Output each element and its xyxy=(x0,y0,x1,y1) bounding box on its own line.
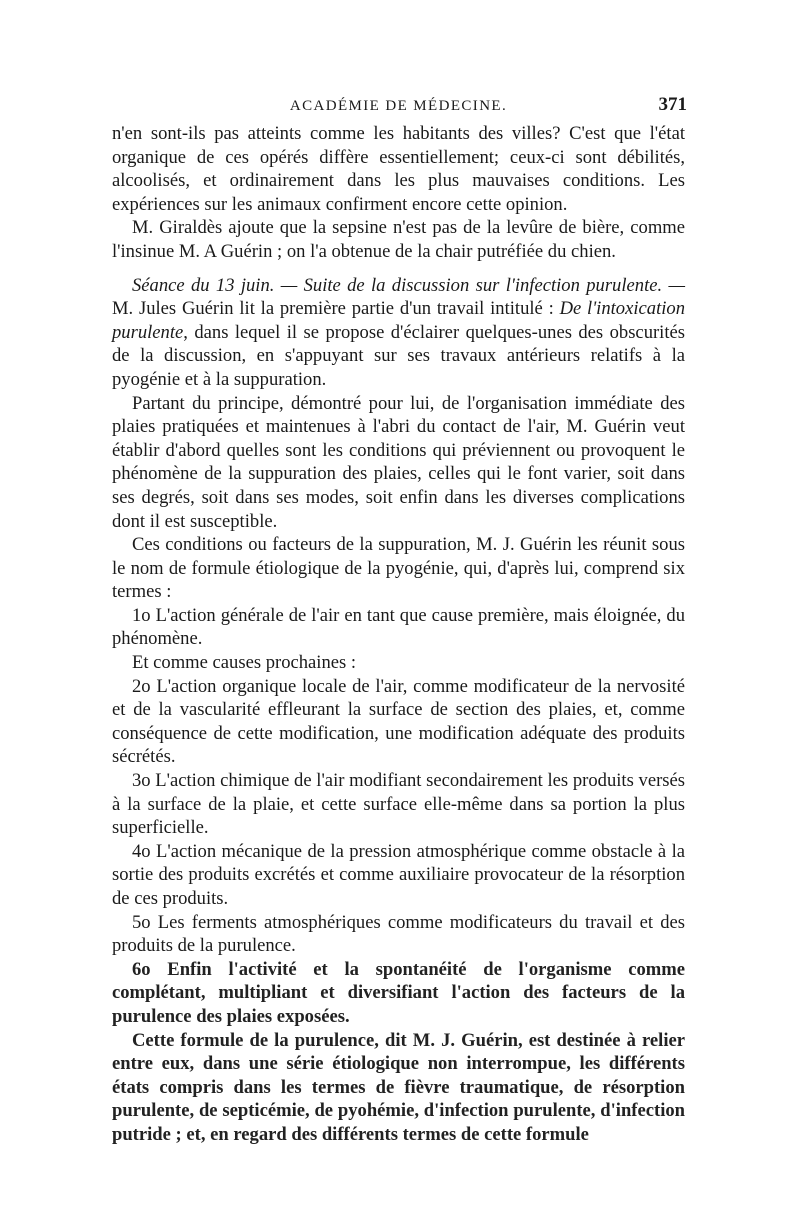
list-item-3: 3o L'action chimique de l'air modifiant secondairement les produits versés à la surface de la plaie, et cette surface elle-même dans sa portion la plus superficielle. xyxy=(112,770,685,839)
paragraph-seance-13-juin xyxy=(112,274,685,392)
page-number: 371 xyxy=(658,94,687,115)
seance-text-after: , dans lequel il se propose d'éclairer quelques-unes des obscurités de la discussion, en s'appuyant sur ses travaux antérieurs relatifs à la pyogénie et à la suppuration. xyxy=(112,321,685,390)
paragraph-continuation: n'en sont-ils pas atteints comme les habitants des villes? C'est que l'état organique de ces opérés diffère essentiellement; ceux-ci sont débilités, alcoolisés, et ordinairement dans les plus mauvaises conditions. Les expériences sur les animaux confirment encore cette opinion. xyxy=(112,123,685,215)
seance-heading: Séance du 13 juin. — Suite de la discussion sur l'infection purulente. — xyxy=(132,274,685,296)
list-item-5: 5o Les ferments atmosphériques comme modificateurs du travail et des produits de la purulence. xyxy=(112,911,685,957)
paragraph-principe: Partant du principe, démontré pour lui, de l'organisation immédiate des plaies pratiquées et maintenues à l'abri du contact de l'air, M. Guérin veut établir d'abord quelles sont les conditions qui préviennent ou provoquent le phénomène de la suppuration des plaies, celles qui le font varier, soit dans ses degrés, soit dans ses modes, soit enfin dans les diverses complications dont il est susceptible. xyxy=(112,392,685,532)
paragraph-giraldes: M. Giraldès ajoute que la sepsine n'est pas de la levûre de bière, comme l'insinue M. A Guérin ; on l'a obtenue de la chair putréfiée du chien. xyxy=(112,217,685,262)
list-item-1: 1o L'action générale de l'air en tant que cause première, mais éloignée, du phénomène. xyxy=(112,604,685,650)
paragraph-causes-prochaines: Et comme causes prochaines : xyxy=(132,652,357,674)
running-head-title: ACADÉMIE DE MÉDECINE. xyxy=(289,98,508,114)
seance-text-before: M. Jules Guérin lit la première partie d'un travail intitulé : xyxy=(112,298,560,320)
list-item-4: 4o L'action mécanique de la pression atmosphérique comme obstacle à la sortie des produits excrétés et comme auxiliaire provocateur de la résorption de ces produits. xyxy=(112,840,685,909)
paragraph-conditions: Ces conditions ou facteurs de la suppuration, M. J. Guérin les réunit sous le nom de formule étiologique de la pyogénie, qui, d'après lui, comprend six termes : xyxy=(112,534,685,603)
work-title: De l'intoxication purulente xyxy=(112,298,685,343)
paragraph-formule: Cette formule de la purulence, dit M. J. Guérin, est destinée à relier entre eux, dans une série étiologique non interrompue, les différents états compris dans les termes de fièvre traumatique, de résorption purulente, de septicémie, de pyohémie, d'infection purulente, d'infection putride ; et, en regard des différents termes de cette formule xyxy=(112,1029,685,1145)
running-head xyxy=(112,94,685,122)
book-page xyxy=(112,94,685,1147)
list-item-6: 6o Enfin l'activité et la spontanéité de l'organisme comme complétant, multipliant et diversifiant l'action des facteurs de la purulence des plaies exposées. xyxy=(112,958,685,1027)
body-text xyxy=(112,122,685,1147)
list-item-2: 2o L'action organique locale de l'air, comme modificateur de la nervosité et de la vascularité effleurant la surface de section des plaies, et, comme conséquence de cette modification, une modification adéquate des produits sécrétés. xyxy=(112,675,685,768)
